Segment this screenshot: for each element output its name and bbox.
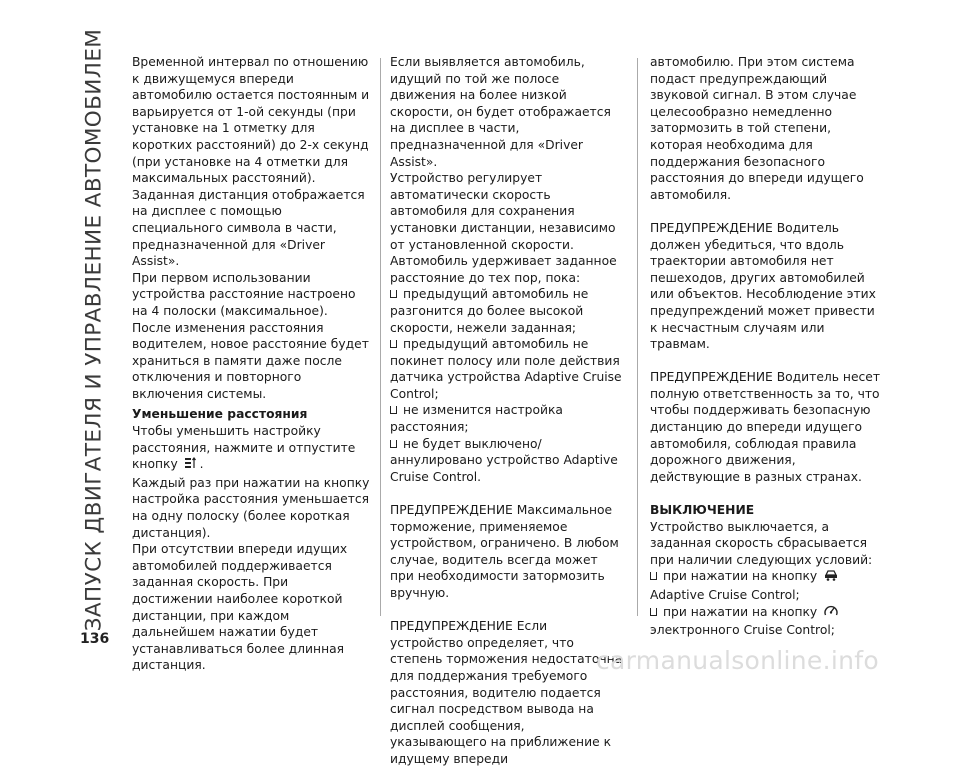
list-item-text: электронного Cruise Control; [650,623,835,638]
warning-paragraph: ПРЕДУПРЕЖДЕНИЕ Водитель несет полную ответственность за то, что чтобы поддерживать безопасную дистанцию до впереди идущего автомобиля, соблюдая правила дорожного движения, действующие в разных странах. [650,370,881,484]
text-column-1 [132,54,370,674]
bullet-icon [650,572,657,580]
list-item [390,286,624,336]
list-item-text: не будет выключено/аннулировано устройство Adaptive Cruise Control. [390,436,618,484]
paragraph: При первом использовании устройства расстояние настроено на 4 полоски (максимальное). После изменения расстояния водителем, новое расстояние будет храниться в памяти даже после отключения и повторного включения системы. [132,270,369,401]
list-item [390,402,624,435]
paragraph: Заданная дистанция отображается на дисплее с помощью специального символа в части, предназначенной для «Driver Assist». [132,187,365,269]
list-item-text: при нажатии на кнопку [663,569,818,584]
bullet-icon [650,608,657,616]
paragraph: Временной интервал по отношению к движущемуся впереди автомобилю остается постоянным и варьируется от 1-ой секунды (при установке на 1 отметку для коротких расстояний) до 2-х секунд (при установке на 4 отметки для максимальных расстояний). [132,55,370,186]
list-item [650,568,886,603]
adaptive-cruise-button-icon [823,568,839,587]
warning-paragraph: ПРЕДУПРЕЖДЕНИЕ Если устройство определяет, что степень торможения недостаточна для поддержания требуемого расстояния, водителю подается сигнал посредством вывода на дисплей сообщения, указывающего на приближение к идущему впереди [390,619,623,766]
warning-paragraph: ПРЕДУПРЕЖДЕНИЕ Водитель должен убедиться, что вдоль траектории автомобиля нет пешеходов, других автомобилей или объектов. Несоблюдение этих предупреждений может привести к несчастным случаям или травмам. [650,220,876,352]
list-item-text: Adaptive Cruise Control; [650,588,800,602]
page-number: 136 [80,631,110,647]
cruise-control-button-icon [823,604,839,623]
bullet-icon [390,290,397,298]
text-column-2 [390,54,624,768]
list-item [390,336,624,402]
bullet-icon [390,440,397,448]
section-heading: Уменьшение расстояния [132,407,308,422]
watermark: carmanualsonline.info [596,646,879,675]
chapter-title: ЗАПУСК ДВИГАТЕЛЯ И УПРАВЛЕНИЕ АВТОМОБИЛЕМ [81,28,107,632]
list-item [390,436,624,486]
paragraph: Устройство регулирует автоматически скорость автомобиля для сохранения установки дистанции, независимо от установленной скорости. [390,171,616,252]
paragraph [132,423,370,475]
list-item-text: предыдущий автомобиль не покинет полосу или поле действия датчика устройства Adaptive Cruise Control; [390,337,622,401]
bullet-icon [390,406,397,414]
paragraph: Каждый раз при нажатии на кнопку настройка расстояния уменьшается на одну полоску (более короткая дистанция). [132,475,370,540]
paragraph-text: . [199,457,204,472]
warning-paragraph: ПРЕДУПРЕЖДЕНИЕ Максимальное торможение, применяемое устройством, ограничено. В любом случае, водитель всегда может при необходимости затормозить вручную. [390,503,619,600]
section-heading: ВЫКЛЮЧЕНИЕ [650,503,755,518]
paragraph: автомобилю. При этом система подаст предупреждающий звуковой сигнал. В этом случае целесообразно немедленно затормозить в той степени, которая необходима для поддержания безопасного расстояния до впереди идущего автомобиля. [650,55,864,202]
distance-button-icon [184,457,198,475]
list-item [650,604,886,639]
column-divider [637,58,638,616]
paragraph: Устройство выключается, а заданная скорость сбрасывается при наличии следующих условий: [650,519,873,567]
paragraph-text: Чтобы уменьшить настройку расстояния, нажмите и отпустите кнопку [132,424,356,472]
paragraph: При отсутствии впереди идущих автомобилей поддерживается заданная скорость. При достижении наиболее короткой дистанции, при каждом дальнейшем нажатии будет устанавливаться более длинная дистанция. [132,542,348,673]
paragraph: Если выявляется автомобиль, идущий по той же полосе движения на более низкой скорости, он будет отображается на дисплее в части, предназначенной для «Driver Assist». [390,55,611,169]
list-item-text: не изменится настройка расстояния; [390,403,563,435]
column-divider [380,58,381,616]
bullet-icon [390,340,397,348]
paragraph: Автомобиль удерживает заданное расстояние до тех пор, пока: [390,254,617,285]
list-item-text: при нажатии на кнопку [663,604,818,619]
list-item-text: предыдущий автомобиль не разгонится до более высокой скорости, нежели заданная; [390,287,589,335]
chapter-sidebar [76,28,112,632]
text-column-3 [650,54,886,639]
